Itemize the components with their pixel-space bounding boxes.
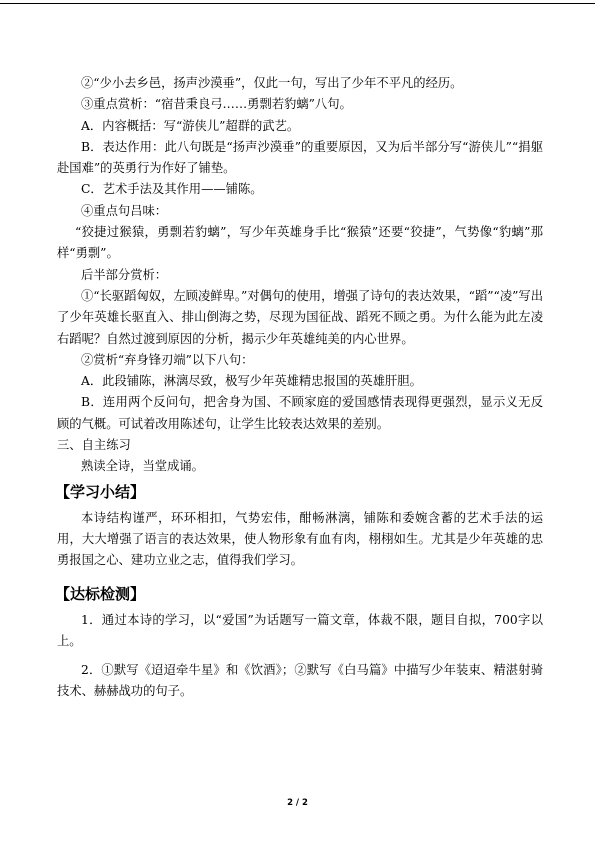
paragraph-3b: B．表达作用：此八句既是“扬声沙漠垂”的重要原因，又为后半部分写“游侠儿”“捐躯赴国难”的英勇行为作好了铺垫。: [57, 139, 543, 176]
paragraph-second-half: 后半部分赏析：: [81, 267, 168, 282]
test-item-2: 2．①默写《迢迢牵牛星》和《饮酒》；②默写《白马篇》中描写少年装束、精湛射骑技术、赫赫战功的句子。: [57, 663, 543, 699]
header-rule: [0, 3, 595, 4]
paragraph-second-1: ①“长驱蹈匈奴，左顾凌鲜卑。”对偶句的使用，增强了诗句的表达效果，“蹈”“凌”写出了少年英雄长驱直入、排山倒海之势，尽现为国征战、蹈死不顾之勇。为什么能为此左凌右蹈呢？自然过渡到原因的分析，揭示少年英雄纯美的内心世界。: [57, 288, 543, 346]
paragraph-2a: A．此段铺陈，淋漓尽致，极写少年英雄精忠报国的英雄肝胆。: [81, 374, 422, 389]
section-title-practice: 三、自主练习: [57, 438, 131, 453]
document-body: [57, 73, 543, 703]
paragraph-3c: C．艺术手法及其作用——铺陈。: [81, 182, 263, 197]
paragraph-quote-analysis: “狡捷过猴猿，勇剽若豹螭”，写少年英雄身手比“猴猿”还要“狡捷”，气势像“豹螭”那样“勇剽”。: [57, 225, 543, 261]
paragraph-point-2: ②“少小去乡邑，扬声沙漠垂”，仅此一句，写出了少年不平凡的经历。: [81, 76, 463, 90]
paragraph-second-2: ②赏析“弃身锋刃端”以下八句：: [81, 352, 254, 367]
summary-heading: 【学习小结】: [55, 482, 146, 501]
test-item-1: 1．通过本诗的学习，以“爱国”为话题写一篇文章，体裁不限，题目自拟，700字以上。: [57, 612, 543, 648]
paragraph-3a: A．内容概括：写“游侠儿”超群的武艺。: [81, 118, 300, 133]
page-number: 2 / 2: [287, 798, 308, 808]
paragraph-point-4: ④重点句吕味：: [81, 203, 168, 218]
paragraph-point-3: ③重点赏析：“宿昔秉良弓……勇剽若豹螭”八句。: [81, 97, 352, 112]
paragraph-practice: 熟读全诗，当堂成诵。: [81, 459, 204, 474]
summary-text: 本诗结构谨严，环环相扣，气势宏伟，酣畅淋漓，铺陈和委婉含蓄的艺术手法的运用，大大增强了语言的表达效果，使人物形象有血有肉，栩栩如生。尤其是少年英雄的忠勇报国之心、建功立业之志，值得我们学习。: [57, 510, 543, 568]
paragraph-2b: B．连用两个反问句，把舍身为国、不顾家庭的爱国感情表现得更强烈，显示义无反顾的气概。可试着改用陈述句，让学生比较表达效果的差别。: [57, 395, 543, 431]
test-heading: 【达标检测】: [55, 584, 146, 603]
